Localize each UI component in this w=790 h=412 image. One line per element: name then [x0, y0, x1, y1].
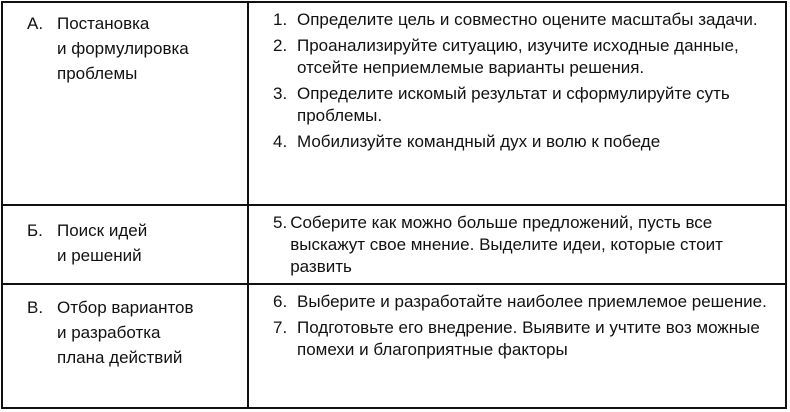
step-number: 2.: [273, 36, 288, 55]
step-number: 5.: [273, 213, 288, 232]
step-item: [273, 83, 775, 127]
stage-heading: [27, 218, 247, 268]
step-text: Определите цель и совместно оцените масштабы задачи.: [297, 10, 758, 29]
step-text: Соберите как можно больше предложений, пусть все выскажут свое мнение. Выделите идеи, которые стоит развить: [290, 213, 723, 276]
step-number: 7.: [273, 318, 288, 337]
step-item: [273, 131, 775, 153]
steps-cell: [249, 206, 785, 283]
stage-letter: А.: [27, 14, 44, 33]
table-row: [3, 204, 785, 283]
stage-title: Отбор вариантов и разработка плана действий: [57, 298, 194, 367]
step-item: [273, 212, 775, 278]
table-row: [3, 3, 785, 204]
stage-heading: [27, 11, 247, 86]
step-number: 4.: [273, 132, 288, 151]
steps-cell: [249, 3, 785, 204]
step-text: Проанализируйте ситуацию, изучите исходные данные, отсейте неприемлемые варианты решения.: [297, 36, 739, 77]
problem-solving-table: [1, 1, 787, 409]
stage-cell: [3, 206, 247, 283]
steps-cell: [249, 285, 785, 409]
step-number: 6.: [273, 292, 288, 311]
stage-cell: [3, 285, 247, 409]
step-text: Мобилизуйте командный дух и волю к победе: [297, 132, 661, 151]
stage-title: Постановка и формулировка проблемы: [57, 14, 189, 83]
step-item: [273, 317, 775, 361]
step-item: [273, 291, 775, 313]
step-text: Определите искомый результат и сформулируйте суть проблемы.: [297, 84, 730, 125]
stage-letter: В.: [27, 298, 44, 317]
stage-heading: [27, 295, 247, 370]
stage-title: Поиск идей и решений: [57, 221, 148, 265]
step-number: 1.: [273, 10, 288, 29]
stage-letter: Б.: [27, 221, 43, 240]
step-item: [273, 9, 775, 31]
step-number: 3.: [273, 84, 288, 103]
stage-cell: [3, 3, 247, 204]
step-text: Выберите и разработайте наиболее приемлемое решение.: [297, 292, 767, 311]
table-row: [3, 283, 785, 409]
step-text: Подготовьте его внедрение. Выявите и учтите воз можные помехи и благоприятные факторы: [297, 318, 760, 359]
step-item: [273, 35, 775, 79]
